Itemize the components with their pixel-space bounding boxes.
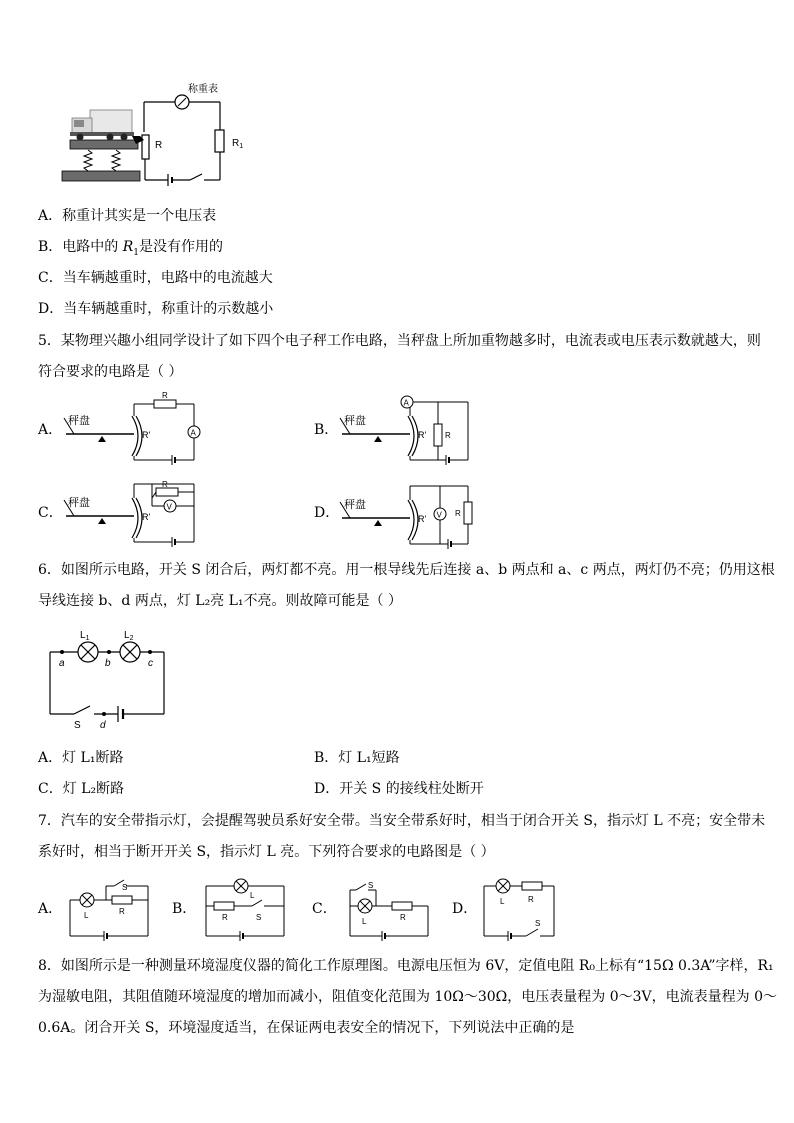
resistor-r1-icon [215,130,224,152]
svg-text:S: S [74,720,81,731]
svg-text:S: S [535,919,541,928]
svg-text:V: V [436,510,442,520]
q6-stem-line-1: 6．如图所示电路，开关 S 闭合后，两灯都不亮。用一根导线先后连接 a、b 两点和 a、c 两点，两灯仍不亮；仍用这根 [38,562,775,578]
q7-circuit-b [202,876,292,942]
q7-circuit-c [342,876,434,942]
q6-option-b: B．灯 L₁短路 [314,750,400,766]
q7-circuit-d [480,876,560,942]
q7-stem-line-2: 系好时，相当于断开开关 S，指示灯 L 亮。下列符合要求的电路图是（ ） [38,844,495,860]
q6-circuit [44,626,172,730]
svg-text:L: L [84,911,89,920]
truck-icon [70,110,134,141]
q7-option-d-label: D． [452,901,478,917]
svg-text:a: a [59,658,65,669]
q4-r-label: R [155,140,163,151]
svg-text:L: L [250,891,255,900]
q5-circuit-c [62,478,212,548]
q5-circuit-b [338,394,478,466]
q5-circuit-a [62,391,212,466]
q4-meter-label: 称重表 [188,84,218,95]
q8-stem-line-2: 为湿敏电阻，其阻值随环境湿度的增加而减小，阻值变化范围为 10Ω～30Ω，电压表量程为 0～3V，电流表量程为 0～ [38,989,778,1005]
q7-option-c-label: C． [312,901,337,917]
svg-text:L: L [500,897,505,906]
q4-option-a: A．称重计其实是一个电压表 [38,208,217,224]
svg-text:R: R [162,391,168,400]
rheostat-r-icon [142,135,149,159]
q5-stem-line-1: 5．某物理兴趣小组同学设计了如下四个电子秤工作电路，当秤盘上所加重物越多时，电流表或电压表示数就越大，则 [38,333,761,349]
svg-text:V: V [166,502,172,512]
q5-circuit-d [338,478,478,550]
svg-text:R: R [222,913,228,922]
svg-text:秤盘: 秤盘 [68,497,90,509]
q8-stem-line-3: 0.6A。闭合开关 S，环境湿度适当，在保证两电表安全的情况下，下列说法中正确的是 [38,1020,575,1036]
q7-option-a-label: A． [38,901,63,917]
q8-stem-line-1: 8．如图所示是一种测量环境湿度仪器的简化工作原理图。电源电压恒为 6V，定值电阻 R₀上标有“15Ω 0.3A”字样，R₁ [38,958,774,974]
svg-text:秤盘: 秤盘 [344,499,366,511]
q7-circuit-a [66,878,156,942]
svg-text:R': R' [142,512,151,522]
svg-text:S: S [122,883,128,892]
q4-truck-scale-figure [60,80,250,188]
q6-stem-line-2: 导线连接 b、d 两点，灯 L₂亮 L₁不亮。则故障可能是（ ） [38,593,402,609]
svg-text:R': R' [418,430,427,440]
svg-text:R': R' [418,514,427,524]
svg-text:A: A [190,428,196,438]
svg-text:R: R [119,907,125,916]
svg-text:R: R [445,431,451,440]
q4-option-d: D．当车辆越重时，称重计的示数越小 [38,301,274,317]
svg-text:R': R' [142,430,151,440]
q4-option-b: B．电路中的 $R_1$是没有作用的 [38,239,224,258]
svg-text:b: b [105,658,111,669]
svg-text:S: S [368,881,374,890]
q5-option-a-label: A． [38,422,63,438]
svg-text:S: S [256,913,262,922]
q6-option-c: C．灯 L₂断路 [38,781,125,797]
q7-stem-line-1: 7．汽车的安全带指示灯，会提醒驾驶员系好安全带。当安全带系好时，相当于闭合开关 S，指示灯 L 不亮；安全带未 [38,813,766,829]
svg-text:L: L [362,917,367,926]
q4-option-c: C．当车辆越重时，电路中的电流越大 [38,270,273,286]
q6-option-d: D．开关 S 的接线柱处断开 [314,781,484,797]
q5-option-b-label: B． [314,422,339,438]
svg-text:R: R [162,480,168,489]
q5-stem-line-2: 符合要求的电路是（ ） [38,364,183,380]
svg-text:L1: $L_1$ [80,630,90,642]
svg-text:A: A [403,398,409,408]
svg-text:R: R [528,895,534,904]
svg-text:R: R [455,509,461,518]
svg-text:秤盘: 秤盘 [68,415,90,427]
svg-text:c: c [148,658,153,669]
svg-text:秤盘: 秤盘 [344,415,366,427]
svg-text:L2: $L_2$ [124,630,134,642]
q5-option-c-label: C． [38,505,63,521]
svg-text:d: d [100,720,106,731]
q6-option-a: A．灯 L₁断路 [38,750,124,766]
svg-text:R: R [400,913,406,922]
svg-text:R1: $R_1$ [232,138,244,150]
q5-option-d-label: D． [314,505,340,521]
q7-option-b-label: B． [172,901,197,917]
